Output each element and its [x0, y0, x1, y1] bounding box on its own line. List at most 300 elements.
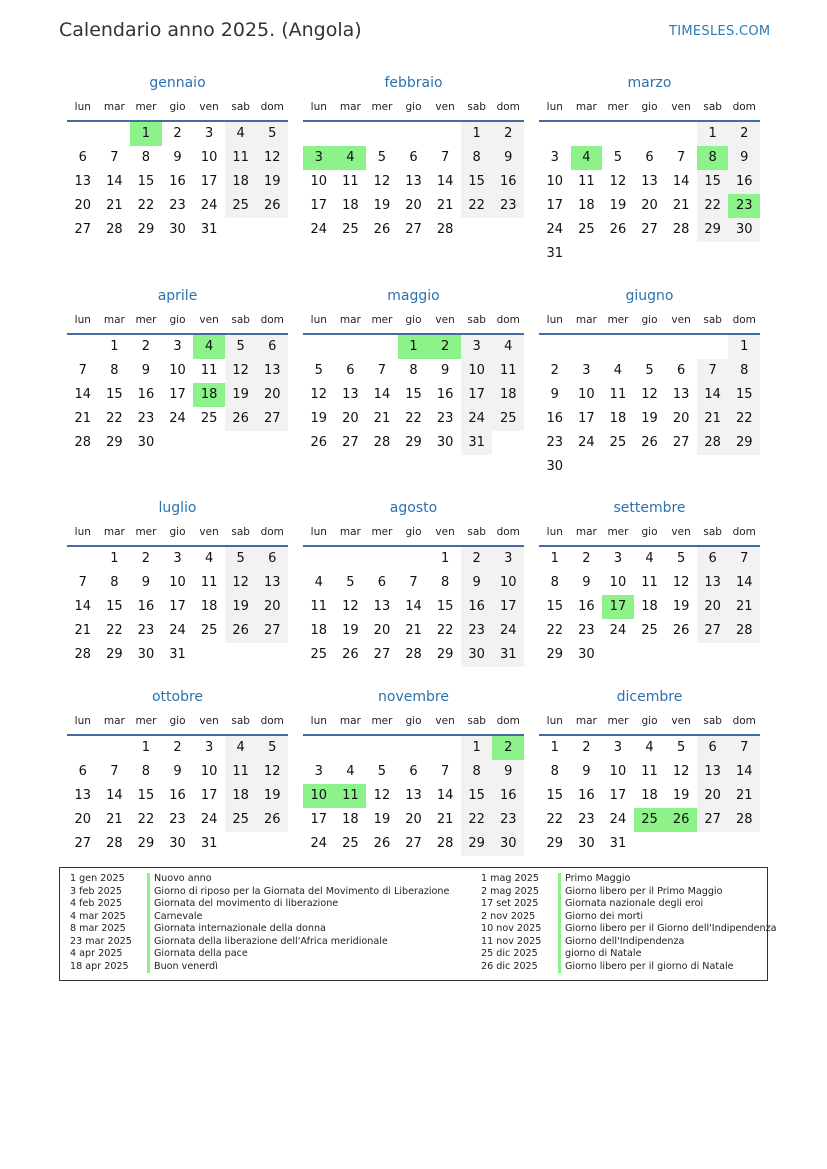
day-cell[interactable]: 13: [74, 174, 92, 189]
day-cell[interactable]: 17: [461, 383, 493, 407]
day-cell[interactable]: 12: [672, 575, 690, 590]
day-cell[interactable]: 21: [74, 623, 92, 638]
day-cell[interactable]: 27: [342, 435, 359, 450]
day-cell[interactable]: 29: [697, 218, 729, 242]
day-cell[interactable]: 26: [672, 623, 690, 638]
day-cell[interactable]: 10: [200, 150, 218, 165]
day-cell[interactable]: 17: [169, 599, 186, 614]
day-cell[interactable]: 1: [440, 551, 450, 566]
day-cell[interactable]: 12: [256, 760, 288, 784]
day-cell[interactable]: 25: [310, 647, 328, 662]
day-cell[interactable]: 8: [409, 363, 418, 378]
day-cell[interactable]: 17: [169, 387, 186, 402]
day-cell[interactable]: 25: [609, 435, 627, 450]
day-cell[interactable]: 1: [550, 551, 559, 566]
day-cell[interactable]: 12: [373, 174, 391, 189]
day-cell[interactable]: 20: [405, 812, 422, 827]
day-cell[interactable]: 27: [697, 619, 729, 643]
day-cell[interactable]: 9: [492, 146, 524, 170]
day-cell[interactable]: 6: [697, 547, 729, 571]
day-cell[interactable]: 21: [436, 198, 454, 213]
day-cell[interactable]: 7: [697, 359, 729, 383]
day-cell[interactable]: 19: [672, 599, 690, 614]
day-cell[interactable]: 2: [582, 551, 591, 566]
day-cell[interactable]: 23: [578, 812, 595, 827]
day-cell[interactable]: 5: [225, 547, 257, 571]
day-cell[interactable]: 31: [200, 222, 218, 237]
day-cell[interactable]: 26: [225, 407, 257, 431]
day-cell[interactable]: 14: [106, 788, 123, 803]
day-cell[interactable]: 27: [373, 647, 391, 662]
day-cell[interactable]: 12: [373, 788, 391, 803]
day-cell[interactable]: 2: [141, 551, 151, 566]
day-cell[interactable]: 7: [377, 363, 387, 378]
day-cell[interactable]: 25: [200, 623, 218, 638]
holiday-day-cell[interactable]: 17: [602, 595, 634, 619]
day-cell[interactable]: 21: [672, 198, 690, 213]
day-cell[interactable]: 14: [697, 383, 729, 407]
day-cell[interactable]: 22: [106, 411, 123, 426]
day-cell[interactable]: 6: [409, 150, 418, 165]
day-cell[interactable]: 9: [173, 764, 182, 779]
day-cell[interactable]: 19: [609, 198, 627, 213]
day-cell[interactable]: 9: [461, 571, 493, 595]
day-cell[interactable]: 8: [110, 363, 119, 378]
day-cell[interactable]: 12: [641, 387, 658, 402]
day-cell[interactable]: 15: [697, 170, 729, 194]
day-cell[interactable]: 26: [342, 647, 359, 662]
day-cell[interactable]: 5: [377, 150, 387, 165]
day-cell[interactable]: 8: [110, 575, 119, 590]
day-cell[interactable]: 15: [106, 387, 123, 402]
day-cell[interactable]: 15: [461, 170, 493, 194]
day-cell[interactable]: 29: [546, 647, 564, 662]
day-cell[interactable]: 16: [492, 170, 524, 194]
day-cell[interactable]: 21: [405, 623, 422, 638]
day-cell[interactable]: 5: [613, 150, 623, 165]
holiday-day-cell[interactable]: 8: [697, 146, 729, 170]
day-cell[interactable]: 19: [672, 788, 690, 803]
day-cell[interactable]: 22: [461, 194, 493, 218]
day-cell[interactable]: 11: [310, 599, 328, 614]
day-cell[interactable]: 9: [492, 760, 524, 784]
day-cell[interactable]: 22: [461, 808, 493, 832]
day-cell[interactable]: 13: [342, 387, 359, 402]
day-cell[interactable]: 23: [492, 808, 524, 832]
day-cell[interactable]: 7: [110, 764, 119, 779]
day-cell[interactable]: 5: [377, 764, 387, 779]
day-cell[interactable]: 17: [609, 788, 627, 803]
day-cell[interactable]: 25: [342, 222, 359, 237]
day-cell[interactable]: 9: [728, 146, 760, 170]
day-cell[interactable]: 13: [74, 788, 92, 803]
day-cell[interactable]: 21: [436, 812, 454, 827]
holiday-day-cell[interactable]: 4: [335, 146, 367, 170]
holiday-day-cell[interactable]: 4: [193, 335, 225, 359]
day-cell[interactable]: 8: [461, 146, 493, 170]
day-cell[interactable]: 13: [641, 174, 658, 189]
day-cell[interactable]: 14: [405, 599, 422, 614]
day-cell[interactable]: 13: [373, 599, 391, 614]
day-cell[interactable]: 16: [578, 788, 595, 803]
day-cell[interactable]: 28: [74, 647, 92, 662]
day-cell[interactable]: 7: [78, 363, 87, 378]
day-cell[interactable]: 3: [461, 335, 493, 359]
day-cell[interactable]: 10: [609, 764, 627, 779]
day-cell[interactable]: 24: [169, 411, 186, 426]
day-cell[interactable]: 26: [373, 222, 391, 237]
day-cell[interactable]: 23: [169, 812, 186, 827]
day-cell[interactable]: 23: [137, 623, 155, 638]
day-cell[interactable]: 6: [78, 764, 87, 779]
day-cell[interactable]: 19: [310, 411, 328, 426]
day-cell[interactable]: 23: [137, 411, 155, 426]
day-cell[interactable]: 9: [582, 575, 591, 590]
day-cell[interactable]: 16: [546, 411, 564, 426]
day-cell[interactable]: 18: [225, 784, 257, 808]
day-cell[interactable]: 14: [74, 599, 92, 614]
day-cell[interactable]: 13: [256, 571, 288, 595]
day-cell[interactable]: 22: [436, 623, 454, 638]
day-cell[interactable]: 29: [436, 647, 454, 662]
day-cell[interactable]: 13: [672, 387, 690, 402]
day-cell[interactable]: 7: [409, 575, 418, 590]
day-cell[interactable]: 2: [728, 122, 760, 146]
day-cell[interactable]: 16: [169, 174, 186, 189]
day-cell[interactable]: 6: [78, 150, 87, 165]
day-cell[interactable]: 18: [225, 170, 257, 194]
day-cell[interactable]: 26: [256, 808, 288, 832]
holiday-day-cell[interactable]: 4: [571, 146, 603, 170]
day-cell[interactable]: 10: [200, 764, 218, 779]
day-cell[interactable]: 26: [256, 194, 288, 218]
day-cell[interactable]: 2: [141, 339, 151, 354]
day-cell[interactable]: 13: [697, 760, 729, 784]
day-cell[interactable]: 15: [405, 387, 422, 402]
day-cell[interactable]: 28: [106, 836, 123, 851]
day-cell[interactable]: 21: [373, 411, 391, 426]
day-cell[interactable]: 1: [141, 740, 151, 755]
day-cell[interactable]: 11: [641, 575, 658, 590]
day-cell[interactable]: 20: [373, 623, 391, 638]
holiday-day-cell[interactable]: 2: [492, 736, 524, 760]
day-cell[interactable]: 25: [200, 411, 218, 426]
day-cell[interactable]: 5: [314, 363, 323, 378]
day-cell[interactable]: 17: [578, 411, 595, 426]
day-cell[interactable]: 14: [106, 174, 123, 189]
day-cell[interactable]: 14: [436, 788, 454, 803]
day-cell[interactable]: 1: [697, 122, 729, 146]
holiday-day-cell[interactable]: 3: [303, 146, 335, 170]
day-cell[interactable]: 18: [609, 411, 627, 426]
day-cell[interactable]: 3: [582, 363, 591, 378]
day-cell[interactable]: 18: [492, 383, 524, 407]
day-cell[interactable]: 20: [74, 198, 92, 213]
day-cell[interactable]: 21: [728, 784, 760, 808]
day-cell[interactable]: 30: [461, 643, 493, 667]
day-cell[interactable]: 26: [310, 435, 328, 450]
day-cell[interactable]: 2: [173, 740, 182, 755]
day-cell[interactable]: 11: [342, 174, 359, 189]
day-cell[interactable]: 1: [728, 335, 760, 359]
day-cell[interactable]: 1: [110, 551, 119, 566]
day-cell[interactable]: 3: [550, 150, 559, 165]
day-cell[interactable]: 17: [310, 812, 328, 827]
day-cell[interactable]: 8: [461, 760, 493, 784]
day-cell[interactable]: 24: [578, 435, 595, 450]
day-cell[interactable]: 25: [492, 407, 524, 431]
day-cell[interactable]: 27: [74, 222, 92, 237]
day-cell[interactable]: 13: [405, 788, 422, 803]
day-cell[interactable]: 29: [728, 431, 760, 455]
day-cell[interactable]: 19: [256, 170, 288, 194]
day-cell[interactable]: 3: [314, 764, 323, 779]
day-cell[interactable]: 30: [169, 836, 186, 851]
day-cell[interactable]: 12: [225, 359, 257, 383]
day-cell[interactable]: 18: [578, 198, 595, 213]
day-cell[interactable]: 7: [728, 547, 760, 571]
day-cell[interactable]: 29: [106, 435, 123, 450]
day-cell[interactable]: 2: [550, 363, 559, 378]
day-cell[interactable]: 2: [461, 547, 493, 571]
day-cell[interactable]: 21: [728, 595, 760, 619]
day-cell[interactable]: 4: [346, 764, 355, 779]
day-cell[interactable]: 5: [645, 363, 654, 378]
day-cell[interactable]: 20: [342, 411, 359, 426]
day-cell[interactable]: 28: [106, 222, 123, 237]
day-cell[interactable]: 9: [582, 764, 591, 779]
day-cell[interactable]: 6: [697, 736, 729, 760]
day-cell[interactable]: 13: [256, 359, 288, 383]
day-cell[interactable]: 20: [697, 784, 729, 808]
day-cell[interactable]: 17: [200, 174, 218, 189]
day-cell[interactable]: 24: [310, 222, 328, 237]
day-cell[interactable]: 27: [672, 435, 690, 450]
day-cell[interactable]: 20: [74, 812, 92, 827]
day-cell[interactable]: 31: [492, 643, 524, 667]
day-cell[interactable]: 24: [169, 623, 186, 638]
day-cell[interactable]: 16: [578, 599, 595, 614]
day-cell[interactable]: 18: [310, 623, 328, 638]
day-cell[interactable]: 20: [697, 595, 729, 619]
day-cell[interactable]: 7: [110, 150, 119, 165]
day-cell[interactable]: 29: [137, 836, 155, 851]
day-cell[interactable]: 24: [546, 222, 564, 237]
day-cell[interactable]: 12: [310, 387, 328, 402]
day-cell[interactable]: 22: [728, 407, 760, 431]
day-cell[interactable]: 5: [676, 740, 686, 755]
day-cell[interactable]: 21: [106, 198, 123, 213]
day-cell[interactable]: 30: [137, 647, 155, 662]
day-cell[interactable]: 24: [200, 198, 218, 213]
day-cell[interactable]: 27: [641, 222, 658, 237]
day-cell[interactable]: 27: [697, 808, 729, 832]
day-cell[interactable]: 7: [440, 150, 450, 165]
day-cell[interactable]: 21: [106, 812, 123, 827]
day-cell[interactable]: 19: [256, 784, 288, 808]
day-cell[interactable]: 24: [310, 836, 328, 851]
day-cell[interactable]: 14: [436, 174, 454, 189]
day-cell[interactable]: 25: [225, 808, 257, 832]
day-cell[interactable]: 28: [728, 619, 760, 643]
day-cell[interactable]: 1: [461, 122, 493, 146]
day-cell[interactable]: 1: [110, 339, 119, 354]
day-cell[interactable]: 27: [256, 619, 288, 643]
day-cell[interactable]: 28: [436, 836, 454, 851]
day-cell[interactable]: 19: [225, 595, 257, 619]
day-cell[interactable]: 22: [405, 411, 422, 426]
day-cell[interactable]: 17: [200, 788, 218, 803]
day-cell[interactable]: 4: [492, 335, 524, 359]
day-cell[interactable]: 6: [346, 363, 355, 378]
day-cell[interactable]: 9: [173, 150, 182, 165]
day-cell[interactable]: 10: [169, 575, 186, 590]
day-cell[interactable]: 5: [346, 575, 355, 590]
day-cell[interactable]: 5: [256, 122, 288, 146]
day-cell[interactable]: 5: [676, 551, 686, 566]
day-cell[interactable]: 24: [492, 619, 524, 643]
day-cell[interactable]: 4: [645, 740, 654, 755]
day-cell[interactable]: 23: [546, 435, 564, 450]
day-cell[interactable]: 10: [492, 571, 524, 595]
day-cell[interactable]: 8: [440, 575, 450, 590]
day-cell[interactable]: 31: [546, 246, 564, 261]
day-cell[interactable]: 16: [137, 387, 155, 402]
day-cell[interactable]: 11: [225, 146, 257, 170]
day-cell[interactable]: 23: [436, 411, 454, 426]
holiday-day-cell[interactable]: 11: [335, 784, 367, 808]
day-cell[interactable]: 30: [436, 435, 454, 450]
day-cell[interactable]: 20: [256, 383, 288, 407]
day-cell[interactable]: 9: [550, 387, 559, 402]
day-cell[interactable]: 9: [141, 363, 151, 378]
day-cell[interactable]: 28: [74, 435, 92, 450]
day-cell[interactable]: 14: [728, 571, 760, 595]
day-cell[interactable]: 1: [461, 736, 493, 760]
day-cell[interactable]: 3: [492, 547, 524, 571]
day-cell[interactable]: 22: [546, 812, 564, 827]
day-cell[interactable]: 16: [436, 387, 454, 402]
day-cell[interactable]: 15: [436, 599, 454, 614]
day-cell[interactable]: 8: [141, 764, 151, 779]
day-cell[interactable]: 21: [74, 411, 92, 426]
day-cell[interactable]: 18: [641, 788, 658, 803]
day-cell[interactable]: 14: [672, 174, 690, 189]
day-cell[interactable]: 31: [169, 647, 186, 662]
day-cell[interactable]: 4: [613, 363, 623, 378]
day-cell[interactable]: 15: [137, 174, 155, 189]
day-cell[interactable]: 22: [106, 623, 123, 638]
day-cell[interactable]: 15: [461, 784, 493, 808]
day-cell[interactable]: 15: [106, 599, 123, 614]
day-cell[interactable]: 29: [461, 832, 493, 856]
day-cell[interactable]: 5: [225, 335, 257, 359]
day-cell[interactable]: 29: [137, 222, 155, 237]
day-cell[interactable]: 22: [137, 812, 155, 827]
day-cell[interactable]: 30: [137, 435, 155, 450]
day-cell[interactable]: 28: [436, 222, 454, 237]
day-cell[interactable]: 16: [492, 784, 524, 808]
day-cell[interactable]: 25: [342, 836, 359, 851]
day-cell[interactable]: 16: [169, 788, 186, 803]
day-cell[interactable]: 8: [550, 764, 559, 779]
day-cell[interactable]: 10: [578, 387, 595, 402]
day-cell[interactable]: 12: [672, 764, 690, 779]
day-cell[interactable]: 20: [256, 595, 288, 619]
day-cell[interactable]: 16: [728, 170, 760, 194]
day-cell[interactable]: 23: [492, 194, 524, 218]
day-cell[interactable]: 22: [697, 194, 729, 218]
day-cell[interactable]: 19: [225, 383, 257, 407]
day-cell[interactable]: 31: [200, 836, 218, 851]
day-cell[interactable]: 13: [697, 571, 729, 595]
day-cell[interactable]: 31: [609, 836, 627, 851]
day-cell[interactable]: 15: [728, 383, 760, 407]
day-cell[interactable]: 15: [137, 788, 155, 803]
day-cell[interactable]: 4: [204, 551, 214, 566]
day-cell[interactable]: 7: [440, 764, 450, 779]
day-cell[interactable]: 10: [461, 359, 493, 383]
day-cell[interactable]: 19: [373, 812, 391, 827]
day-cell[interactable]: 28: [728, 808, 760, 832]
day-cell[interactable]: 23: [169, 198, 186, 213]
day-cell[interactable]: 9: [141, 575, 151, 590]
day-cell[interactable]: 4: [225, 122, 257, 146]
day-cell[interactable]: 3: [613, 740, 623, 755]
holiday-day-cell[interactable]: 1: [398, 335, 430, 359]
day-cell[interactable]: 28: [672, 222, 690, 237]
day-cell[interactable]: 18: [342, 812, 359, 827]
day-cell[interactable]: 10: [310, 174, 328, 189]
day-cell[interactable]: 12: [342, 599, 359, 614]
day-cell[interactable]: 29: [546, 836, 564, 851]
day-cell[interactable]: 28: [373, 435, 391, 450]
day-cell[interactable]: 30: [169, 222, 186, 237]
day-cell[interactable]: 29: [106, 647, 123, 662]
day-cell[interactable]: 28: [697, 431, 729, 455]
day-cell[interactable]: 11: [200, 575, 218, 590]
day-cell[interactable]: 24: [461, 407, 493, 431]
day-cell[interactable]: 6: [256, 335, 288, 359]
holiday-day-cell[interactable]: 18: [193, 383, 225, 407]
day-cell[interactable]: 30: [546, 459, 564, 474]
day-cell[interactable]: 12: [225, 571, 257, 595]
day-cell[interactable]: 17: [492, 595, 524, 619]
day-cell[interactable]: 20: [672, 411, 690, 426]
day-cell[interactable]: 22: [546, 623, 564, 638]
day-cell[interactable]: 20: [405, 198, 422, 213]
holiday-day-cell[interactable]: 25: [634, 808, 666, 832]
day-cell[interactable]: 10: [546, 174, 564, 189]
day-cell[interactable]: 10: [609, 575, 627, 590]
day-cell[interactable]: 30: [492, 832, 524, 856]
day-cell[interactable]: 22: [137, 198, 155, 213]
day-cell[interactable]: 27: [405, 222, 422, 237]
day-cell[interactable]: 3: [613, 551, 623, 566]
day-cell[interactable]: 8: [550, 575, 559, 590]
day-cell[interactable]: 6: [676, 363, 686, 378]
day-cell[interactable]: 25: [225, 194, 257, 218]
day-cell[interactable]: 6: [409, 764, 418, 779]
day-cell[interactable]: 11: [200, 363, 218, 378]
day-cell[interactable]: 10: [169, 363, 186, 378]
day-cell[interactable]: 31: [461, 431, 493, 455]
day-cell[interactable]: 11: [609, 387, 627, 402]
day-cell[interactable]: 17: [310, 198, 328, 213]
day-cell[interactable]: 14: [74, 387, 92, 402]
day-cell[interactable]: 2: [492, 122, 524, 146]
day-cell[interactable]: 19: [342, 623, 359, 638]
